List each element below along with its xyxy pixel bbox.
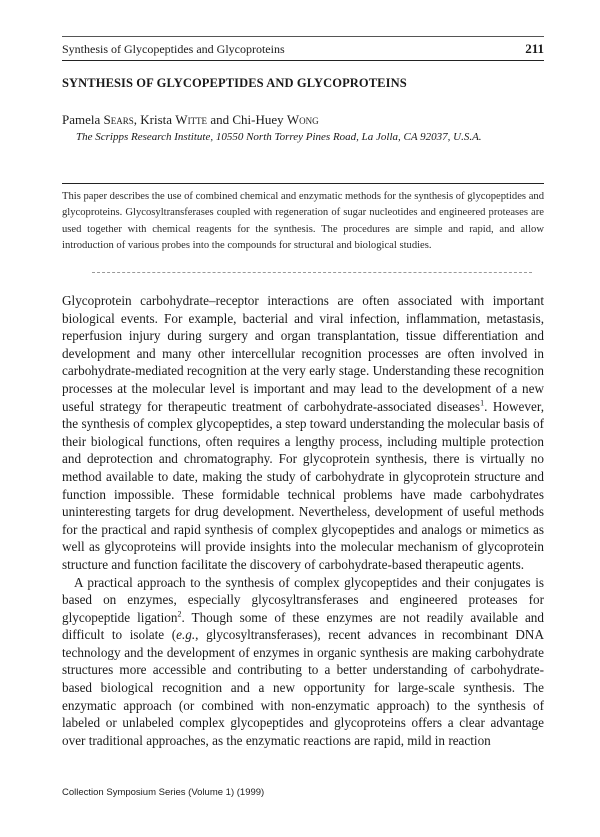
paragraph-text: . However, the synthesis of complex glycopeptides, a step toward understanding the molecular basis of their biological functions, often requires a lengthy process, including multiple protection and deprotection and chromatography. For glycoprotein synthesis, there is virtually no method available to date, making the study of carbohydrate in glycoprotein structure and function impossible. These formidable technical problems have made carbohydrates uninteresting targets for drug development. Nevertheless, development of useful methods for the practical and rapid synthesis of complex glycopeptides and analogs or mimetics as well as glycoproteins will provide insights into the molecular mechanism of glycoprotein structure and function facilitate the discovery of carbohydrate-based therapeutic agents.: [62, 398, 544, 572]
running-title: Synthesis of Glycopeptides and Glycoproteins: [62, 42, 285, 56]
header-rule: [62, 60, 544, 61]
abstract-top-rule: [62, 183, 544, 184]
author-separator: and: [207, 112, 233, 127]
author-last-name: Sears: [103, 112, 134, 127]
journal-page: [62, 0, 544, 837]
reference-marker: 2: [177, 609, 182, 619]
author-first-name: Chi-Huey: [232, 112, 287, 127]
italic-abbrev: e.g.: [176, 627, 196, 643]
author-first-name: Krista: [140, 112, 176, 127]
paragraph-text: A practical approach to the synthesis of complex glycopeptides and their conjugates is based on enzymes, especially glycosyltransferases and engineered proteases for glycopeptide ligation: [62, 574, 544, 625]
author-separator: ,: [133, 112, 141, 127]
paper-title: SYNTHESIS OF GLYCOPEPTIDES AND GLYCOPROTEINS: [62, 76, 407, 90]
body-text: [62, 292, 544, 749]
paragraph-2: [62, 574, 544, 750]
footer-citation: Collection Symposium Series (Volume 1) (1999): [62, 787, 265, 798]
paragraph-text: . Though some of these enzymes are not readily available and difficult to isolate (: [62, 609, 544, 643]
paragraph-text: , glycosyltransferases), recent advances in recombinant DNA technology and the development of enzymes in organic synthesis are making carbohydrate structures more accessible and contributing to a better understanding of carbohydrate-based biological recognition and a new opportunity for large-scale synthesis. The enzymatic approach (or combined with non-enzymatic approach) to the synthesis of labeled or unlabeled complex glycopeptides and glycoproteins offers a clear advantage over traditional approaches, as the enzymatic reactions are rapid, mild in reaction: [62, 627, 544, 748]
page-number: 211: [525, 41, 544, 56]
author-first-name: Pamela: [62, 112, 104, 127]
running-head: [62, 41, 544, 57]
author-list: [62, 112, 319, 128]
abstract: This paper describes the use of combined chemical and enzymatic methods for the synthesis of glycopeptides and glycoproteins. Glycosyltransferases coupled with regeneration of sugar nucleotides and engineered proteases are used together with chemical reagents for the synthesis. The procedures are simple and rapid, and allow introduction of various probes into the compounds for structural and biological studies.: [62, 191, 544, 252]
reference-marker: 1: [480, 398, 485, 408]
paragraph-1: [62, 292, 544, 574]
abstract-bottom-rule: [92, 272, 532, 273]
top-rule: [62, 36, 544, 37]
author-last-name: Wong: [286, 112, 319, 127]
paragraph-text: Glycoprotein carbohydrate–receptor interactions are often associated with important biological events. For example, bacterial and viral infection, inflammation, metastasis, reperfusion injury during surgery and organ transplantation, tissue differentiation and development and many other intercellular recognition processes are often involved in carbohydrate-mediated recognition at the very early stage. Understanding these recognition processes at the molecular level is important and may lead to the development of a new useful strategy for therapeutic treatment of carbohydrate-associated diseases: [62, 293, 544, 414]
author-last-name: Witte: [175, 112, 208, 127]
affiliation: The Scripps Research Institute, 10550 North Torrey Pines Road, La Jolla, CA 92037, U.S.A.: [76, 131, 482, 143]
